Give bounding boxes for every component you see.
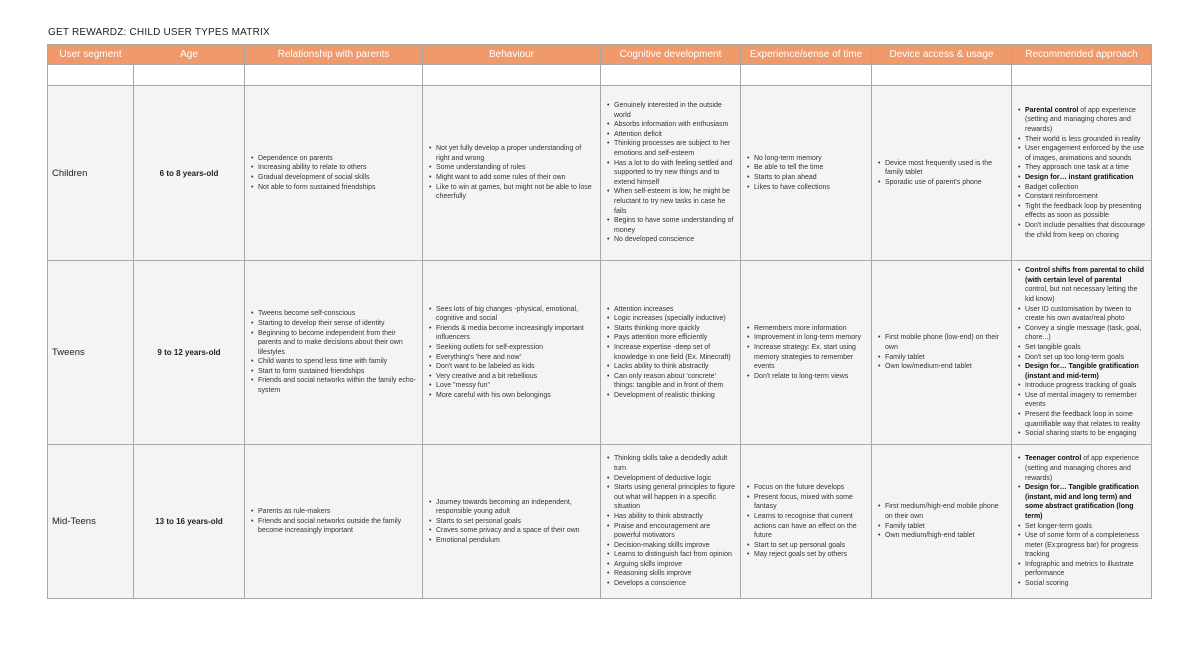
behaviour-item: • More careful with his own belongings	[436, 391, 595, 401]
relationship-item: • Starting to develop their sense of identity	[258, 319, 417, 329]
cognitive-list	[602, 454, 739, 588]
time-item: • Be able to tell the time	[754, 163, 866, 173]
cognitive-item: • Development of deductive logic	[614, 474, 735, 484]
approach-item-text: control, but not necessary letting the kid know)	[1025, 286, 1138, 303]
cognitive-item: • Has ability to think abstractly	[614, 512, 735, 522]
approach-item	[1025, 106, 1146, 135]
approach-item	[1025, 144, 1146, 163]
time-item: • Increase strategy: Ex. start using memory strategies to remember events	[754, 343, 866, 372]
relationship-cell	[245, 86, 423, 261]
cognitive-item: • Learns to distinguish fact from opinion	[614, 550, 735, 560]
cognitive-item: • Attention increases	[614, 305, 735, 315]
approach-item-text: Convey a single message (task, goal, chore...)	[1025, 324, 1142, 342]
cognitive-item: • Decision-making skills improve	[614, 541, 735, 551]
approach-item-text: User ID customisation by tween to create his own avatar/real photo	[1025, 305, 1132, 323]
approach-list	[1013, 454, 1150, 588]
time-item: • Start to set up personal goals	[754, 541, 866, 551]
relationship-item: • Friends and social networks outside the family become increasingly important	[258, 517, 417, 536]
approach-item-text: Constant reinforcement	[1025, 193, 1098, 201]
cognitive-item: • Thinking skills take a decidedly adult turn	[614, 454, 735, 473]
device-cell	[872, 445, 1012, 599]
time-item: • Likes to have collections	[754, 183, 866, 193]
approach-item	[1025, 135, 1146, 145]
header-user-segment: User segment	[48, 45, 134, 65]
relationship-list	[246, 507, 421, 536]
header-relationship: Relationship with parents	[245, 45, 423, 65]
spacer-row	[48, 65, 1152, 86]
spacer-cell	[741, 65, 872, 86]
cognitive-list	[602, 101, 739, 245]
time-item: • Learns to recognise that current actions can have an effect on the future	[754, 512, 866, 541]
spacer-cell	[48, 65, 134, 86]
time-cell	[741, 86, 872, 261]
approach-item-text: Don't set up too long-term goals	[1025, 353, 1125, 361]
approach-item-text: of app experience (setting and managing chores and rewards)	[1025, 455, 1139, 482]
spacer-cell	[245, 65, 423, 86]
cognitive-item: • Arguing skills improve	[614, 560, 735, 570]
approach-item-emphasis: Design for… instant gratification	[1025, 174, 1134, 181]
cognitive-item: • Starts thinking more quickly	[614, 324, 735, 334]
device-cell	[872, 86, 1012, 261]
time-item: • Focus on the future develops	[754, 483, 866, 493]
spacer-cell	[134, 65, 245, 86]
cognitive-item: • Begins to have some understanding of money	[614, 216, 735, 235]
approach-item-emphasis: Design for… Tangible gratification (instant, mid and long term) and some abstract gratification (long term)	[1025, 484, 1139, 520]
behaviour-item: • Like to win at games, but might not be able to lose cheerfully	[436, 183, 595, 202]
header-approach: Recommended approach	[1012, 45, 1152, 65]
device-item: • First medium/high-end mobile phone on their own	[885, 502, 1006, 521]
header-behaviour: Behaviour	[423, 45, 601, 65]
segment-cell: Tweens	[48, 261, 134, 445]
time-list	[742, 483, 870, 560]
relationship-item: • Increasing ability to relate to others	[258, 163, 417, 173]
cognitive-item: • Thinking processes are subject to her emotions and self-esteem	[614, 139, 735, 158]
approach-item-emphasis: Design for… Tangible gratification (instant and mid-term)	[1025, 363, 1139, 380]
approach-item	[1025, 362, 1146, 381]
cognitive-item: • Has a lot to do with feeling settled and supported to try new things and to extend himself	[614, 159, 735, 188]
cognitive-item: • Can only reason about 'concrete' things: tangible and in front of them	[614, 372, 735, 391]
approach-item-text: Use of mental imagery to remember events	[1025, 391, 1137, 409]
segment-cell: Mid-Teens	[48, 445, 134, 599]
approach-item-text: Their world is less grounded in reality	[1025, 135, 1141, 143]
spacer-cell	[423, 65, 601, 86]
approach-item	[1025, 266, 1146, 304]
time-item: • Improvement in long-term memory	[754, 333, 866, 343]
approach-item-text: Use of some form of a completeness meter (Ex:progress bar) for progress tracking	[1025, 532, 1139, 559]
cognitive-cell	[601, 261, 741, 445]
cognitive-item: • Praise and encouragement are powerful motivators	[614, 522, 735, 541]
device-cell	[872, 261, 1012, 445]
approach-item-text: Present the feedback loop in some quantifiable way that relates to reality	[1025, 411, 1141, 428]
relationship-item: • Start to form sustained friendships	[258, 367, 417, 377]
cognitive-item: • Reasoning skills improve	[614, 569, 735, 579]
relationship-item: • Gradual development of social skills	[258, 173, 417, 183]
cognitive-cell	[601, 86, 741, 261]
device-item: • Own medium/high-end tablet	[885, 531, 1006, 541]
cognitive-item: • Absorbs information with enthusiasm	[614, 120, 735, 130]
behaviour-item: • Everything's 'here and now'	[436, 353, 595, 363]
time-item: • May reject goals set by others	[754, 550, 866, 560]
behaviour-item: • Don't want to be labeled as kids	[436, 362, 595, 372]
approach-item	[1025, 560, 1146, 579]
approach-item	[1025, 183, 1146, 193]
cognitive-list	[602, 305, 739, 401]
cognitive-item: • Develops a conscience	[614, 579, 735, 589]
approach-item-text: Badget collection	[1025, 183, 1079, 191]
device-list	[873, 159, 1010, 188]
approach-item	[1025, 305, 1146, 324]
approach-item	[1025, 579, 1146, 589]
behaviour-item: • Not yet fully develop a proper understanding of right and wrong	[436, 144, 595, 163]
relationship-item: • Child wants to spend less time with family	[258, 357, 417, 367]
time-list	[742, 324, 870, 382]
time-item: • Remembers more information	[754, 324, 866, 334]
approach-item	[1025, 192, 1146, 202]
approach-item-emphasis: Parental control	[1025, 106, 1079, 114]
page-title: GET REWARDZ: CHILD USER TYPES MATRIX	[48, 27, 270, 38]
approach-item-text: Tight the feedback loop by presenting effects as soon as possible	[1025, 202, 1142, 220]
behaviour-item: • Love "messy fun"	[436, 381, 595, 391]
approach-cell	[1012, 86, 1152, 261]
approach-item-text: Set longer-term goals	[1025, 522, 1092, 530]
device-list	[873, 333, 1010, 371]
behaviour-cell	[423, 261, 601, 445]
header-device: Device access & usage	[872, 45, 1012, 65]
device-item: • Device most frequently used is the family tablet	[885, 159, 1006, 178]
approach-item-text: of app experience (setting and managing chores and rewards)	[1025, 106, 1136, 134]
row-tweens	[48, 261, 1152, 445]
approach-item-text: Set tangible goals	[1025, 343, 1081, 351]
device-list	[873, 502, 1010, 540]
time-cell	[741, 445, 872, 599]
cognitive-item: • Logic increases (specially inductive)	[614, 314, 735, 324]
approach-item-emphasis: Control shifts from parental to child (with certain level of parental	[1025, 267, 1145, 284]
segment-cell: Children	[48, 86, 134, 261]
device-item: • Own low/medium-end tablet	[885, 362, 1006, 372]
age-cell: 13 to 16 years-old	[134, 445, 245, 599]
behaviour-cell	[423, 86, 601, 261]
time-item: • Don't relate to long-term views	[754, 372, 866, 382]
device-item: • Family tablet	[885, 353, 1006, 363]
behaviour-list	[424, 305, 599, 401]
behaviour-list	[424, 144, 599, 202]
spacer-cell	[1012, 65, 1152, 86]
approach-item	[1025, 429, 1146, 439]
approach-item	[1025, 410, 1146, 429]
header-row	[48, 45, 1152, 65]
relationship-list	[246, 154, 421, 192]
approach-item	[1025, 202, 1146, 221]
cognitive-item: • No developed conscience	[614, 235, 735, 245]
header-time: Experience/sense of time	[741, 45, 872, 65]
approach-item-text: Infographic and metrics to illustrate performance	[1025, 560, 1134, 578]
age-cell: 6 to 8 years-old	[134, 86, 245, 261]
approach-item	[1025, 391, 1146, 410]
time-item: • Starts to plan ahead	[754, 173, 866, 183]
approach-item	[1025, 163, 1146, 173]
header-age: Age	[134, 45, 245, 65]
behaviour-item: • Some understanding of rules	[436, 163, 595, 173]
behaviour-item: • Starts to set personal goals	[436, 517, 595, 527]
behaviour-item: • Might want to add some rules of their own	[436, 173, 595, 183]
approach-cell	[1012, 445, 1152, 599]
cognitive-item: • Starts using general principles to figure out what will happen in a specific situation	[614, 483, 735, 512]
cognitive-cell	[601, 445, 741, 599]
device-item: • First mobile phone (low-end) on their own	[885, 333, 1006, 352]
relationship-item: • Not able to form sustained friendships	[258, 183, 417, 193]
approach-item-emphasis: Teenager control	[1025, 455, 1082, 463]
time-item: • Present focus, mixed with some fantasy	[754, 493, 866, 512]
relationship-item: • Beginning to become independent from their parents and to make decisions about their own lifestyles	[258, 329, 417, 358]
approach-item	[1025, 221, 1146, 240]
approach-item-text: They approach one task at a time	[1025, 164, 1129, 172]
cognitive-item: • Pays attention more efficiently	[614, 333, 735, 343]
behaviour-item: • Craves some privacy and a space of their own	[436, 526, 595, 536]
approach-item-text: Don't include penalties that discourage the child from keep on choring	[1025, 221, 1146, 239]
approach-cell	[1012, 261, 1152, 445]
relationship-item: • Dependence on parents	[258, 154, 417, 164]
approach-item-text: Introduce progress tracking of goals	[1025, 382, 1137, 390]
approach-item	[1025, 353, 1146, 363]
relationship-item: • Friends and social networks within the family echo-system	[258, 376, 417, 395]
approach-item-text: Social sharing starts to be engaging	[1025, 430, 1137, 438]
behaviour-item: • Journey towards becoming an independent, responsible young adult	[436, 498, 595, 517]
behaviour-item: • Sees lots of big changes -physical, emotional, cognitive and social	[436, 305, 595, 324]
behaviour-item: • Seeking outlets for self-expression	[436, 343, 595, 353]
approach-item	[1025, 531, 1146, 560]
approach-item-text: User engagement enforced by the use of images, animations and sounds	[1025, 145, 1145, 162]
row-children	[48, 86, 1152, 261]
approach-item	[1025, 324, 1146, 343]
behaviour-list	[424, 498, 599, 546]
header-cognitive: Cognitive development	[601, 45, 741, 65]
time-list	[742, 154, 870, 192]
approach-item	[1025, 483, 1146, 521]
device-item: • Sporadic use of parent's phone	[885, 178, 1006, 188]
spacer-cell	[872, 65, 1012, 86]
approach-item	[1025, 454, 1146, 483]
cognitive-item: • Genuinely interested in the outside world	[614, 101, 735, 120]
cognitive-item: • Development of realistic thinking	[614, 391, 735, 401]
relationship-list	[246, 309, 421, 395]
approach-list	[1013, 106, 1150, 240]
row-mid-teens	[48, 445, 1152, 599]
relationship-item: • Tweens become self-conscious	[258, 309, 417, 319]
behaviour-item: • Very creative and a bit rebellious	[436, 372, 595, 382]
relationship-cell	[245, 445, 423, 599]
cognitive-item: • When self-esteem is low, he might be reluctant to try new tasks in case he fails	[614, 187, 735, 216]
cognitive-item: • Attention deficit	[614, 130, 735, 140]
relationship-item: • Parents as rule-makers	[258, 507, 417, 517]
cognitive-item: • Lacks ability to think abstractly	[614, 362, 735, 372]
user-types-matrix	[47, 44, 1152, 599]
approach-item	[1025, 381, 1146, 391]
approach-item	[1025, 173, 1146, 183]
approach-item	[1025, 343, 1146, 353]
device-item: • Family tablet	[885, 522, 1006, 532]
spacer-cell	[601, 65, 741, 86]
approach-item	[1025, 522, 1146, 532]
behaviour-cell	[423, 445, 601, 599]
time-cell	[741, 261, 872, 445]
behaviour-item: • Emotional pendulum	[436, 536, 595, 546]
relationship-cell	[245, 261, 423, 445]
approach-item-text: Social scoring	[1025, 580, 1069, 588]
age-cell: 9 to 12 years-old	[134, 261, 245, 445]
approach-list	[1013, 266, 1150, 439]
cognitive-item: • Increase expertise -deep set of knowledge in one field (Ex. Minecraft)	[614, 343, 735, 362]
time-item: • No long-term memory	[754, 154, 866, 164]
behaviour-item: • Friends & media become increasingly important influencers	[436, 324, 595, 343]
